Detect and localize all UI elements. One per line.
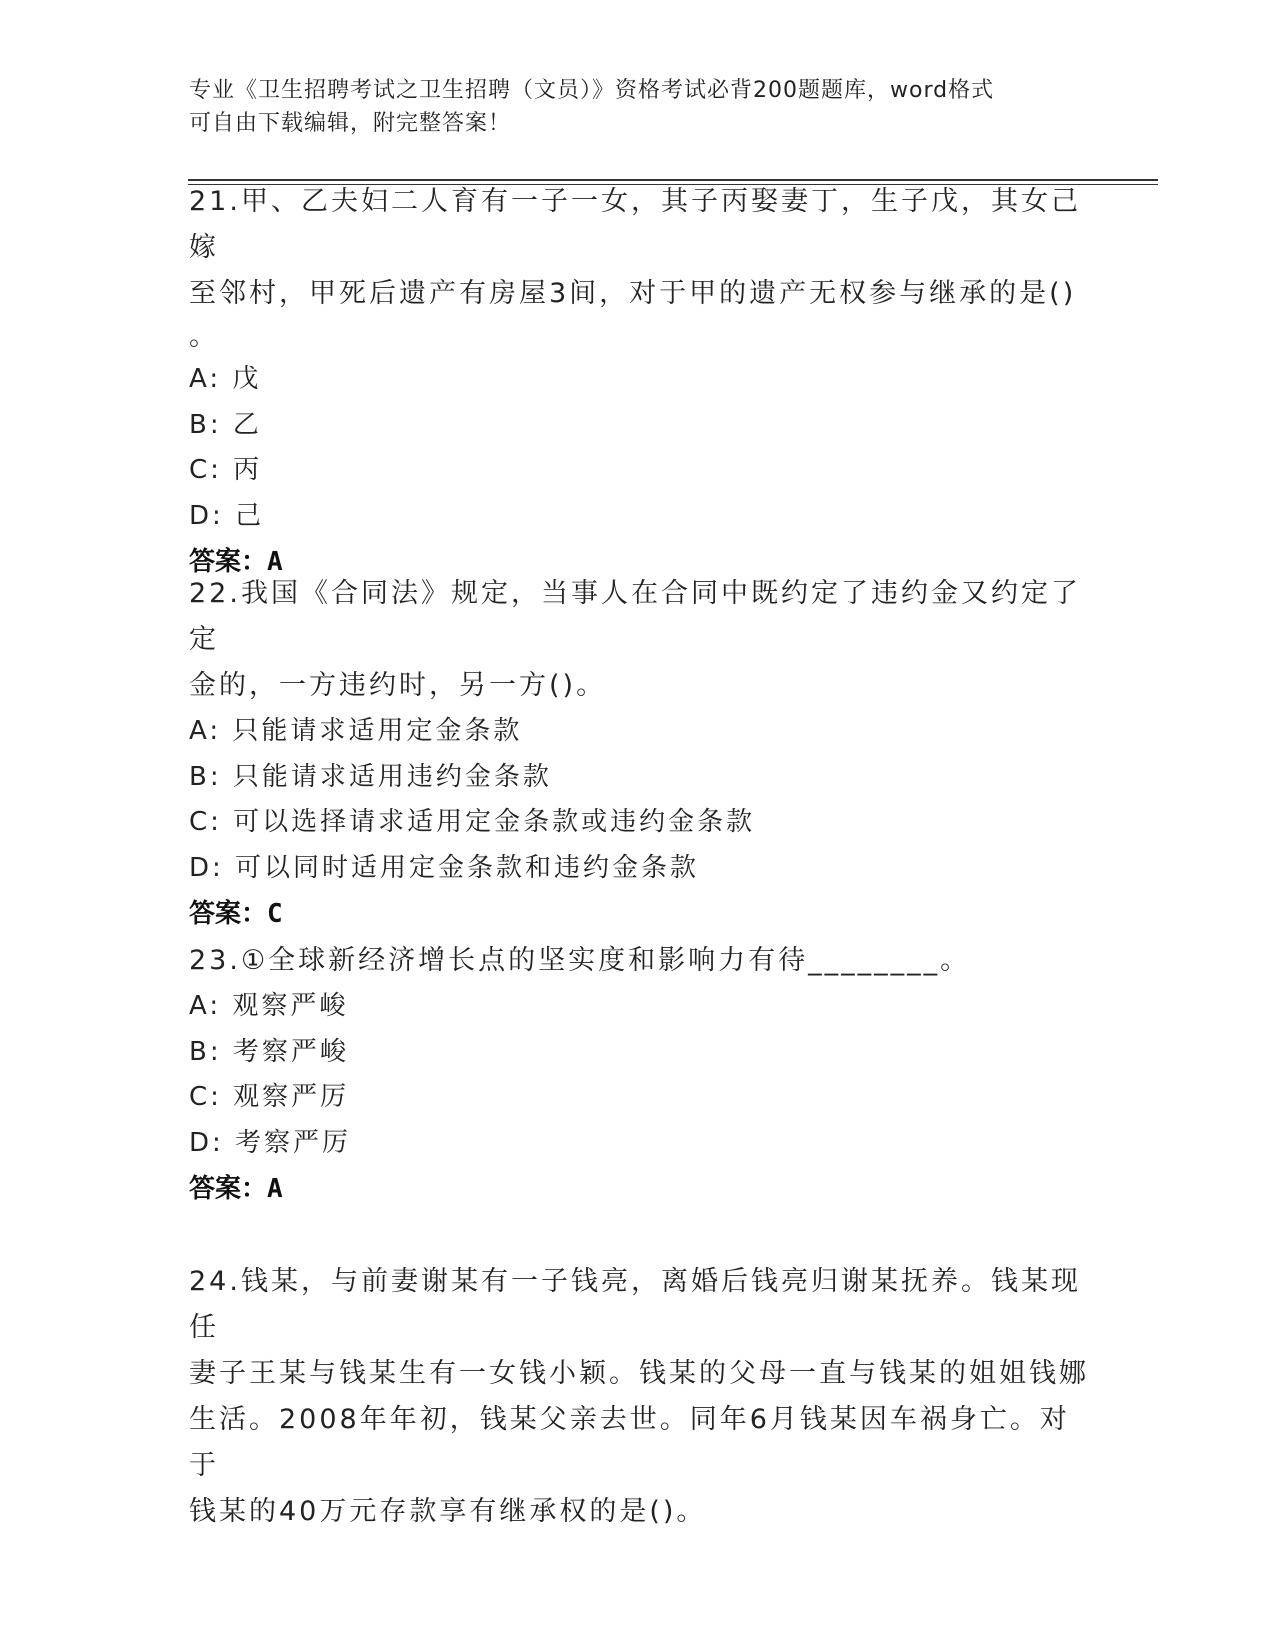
option-a: A: 只能请求适用定金条款 — [189, 716, 523, 746]
question-24 — [189, 1259, 1089, 1535]
document-header — [189, 74, 1069, 140]
question-23 — [189, 938, 1089, 1212]
question-21 — [189, 179, 1089, 585]
question-22 — [189, 571, 1089, 937]
option-b: B: 考察严峻 — [189, 1036, 349, 1067]
option-c: C: 可以选择请求适用定金条款或违约金条款 — [189, 807, 756, 837]
option-a: A: 观察严峻 — [189, 991, 349, 1021]
question-stem-line: 21.甲、乙夫妇二人育有一子一女，其子丙娶妻丁，生子戊，其女己嫁 — [189, 186, 1081, 263]
answer-label: 答案： — [189, 899, 268, 929]
question-stem-line: 24.钱某，与前妻谢某有一子钱亮，离婚后钱亮归谢某抚养。钱某现任 — [189, 1266, 1081, 1343]
option-b: B: 只能请求适用违约金条款 — [189, 761, 552, 792]
question-stem-line: 生活。2008年年初，钱某父亲去世。同年6月钱某因车祸身亡。对于 — [189, 1404, 1070, 1481]
option-a: A: 戊 — [189, 364, 262, 394]
question-stem-line: 金的，一方违约时，另一方()。 — [189, 670, 607, 701]
answer-line — [189, 891, 1089, 937]
answer-value: C — [267, 899, 283, 929]
question-stem-line: 22.我国《合同法》规定，当事人在合同中既约定了违约金又约定了定 — [189, 578, 1081, 655]
answer-value: A — [267, 547, 283, 577]
option-d: D: 考察严厉 — [189, 1127, 352, 1158]
header-line-2: 可自由下载编辑，附完整答案！ — [189, 111, 512, 136]
question-stem-line: 。 — [189, 321, 219, 352]
answer-label: 答案： — [189, 1174, 268, 1204]
question-stem-line: 23.①全球新经济增长点的坚实度和影响力有待________。 — [189, 945, 971, 976]
option-c: C: 丙 — [189, 455, 263, 485]
question-stem-line: 至邻村，甲死后遗产有房屋3间，对于甲的遗产无权参与继承的是() — [189, 278, 1077, 309]
option-d: D: 可以同时适用定金条款和违约金条款 — [189, 852, 700, 883]
header-line-1: 专业《卫生招聘考试之卫生招聘（文员）》资格考试必背200题题库，word格式 — [189, 78, 995, 103]
answer-value: A — [267, 1174, 283, 1204]
answer-label: 答案： — [189, 547, 268, 577]
question-stem-line: 钱某的40万元存款享有继承权的是()。 — [189, 1496, 707, 1527]
option-b: B: 乙 — [189, 409, 262, 440]
answer-line — [189, 1166, 1089, 1212]
option-c: C: 观察严厉 — [189, 1082, 350, 1112]
question-stem-line: 妻子王某与钱某生有一女钱小颖。钱某的父母一直与钱某的姐姐钱娜 — [189, 1358, 1089, 1389]
option-d: D: 己 — [189, 500, 265, 531]
